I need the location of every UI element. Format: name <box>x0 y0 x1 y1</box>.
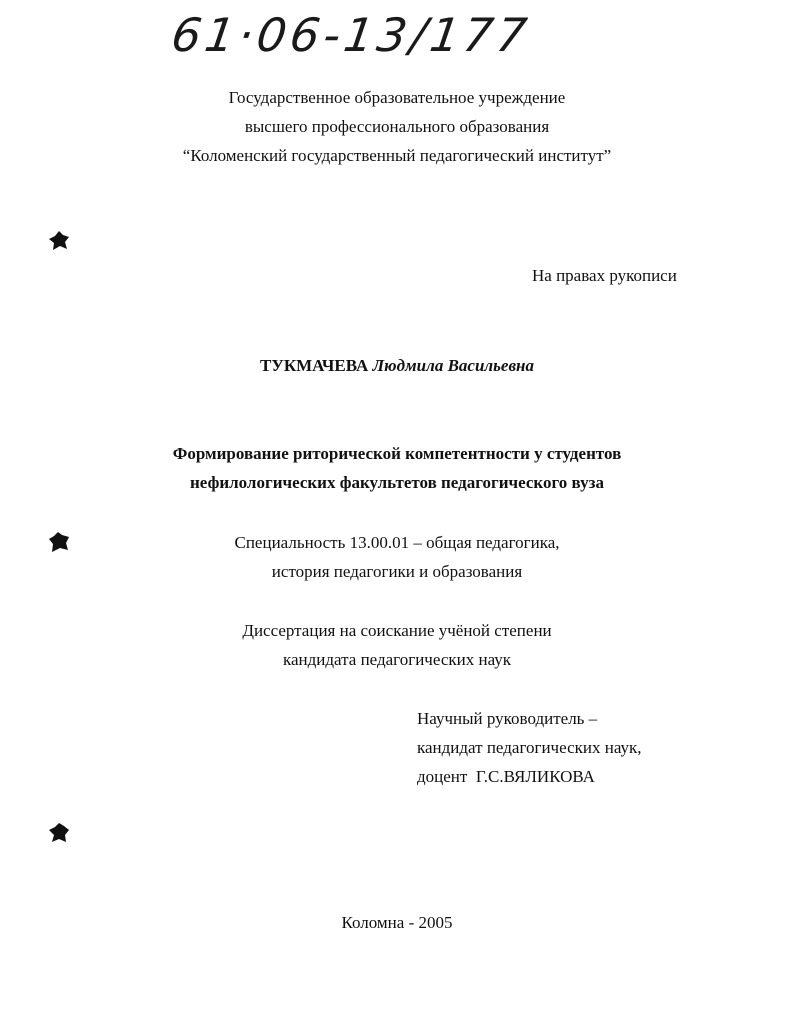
institution-line-3: “Коломенский государственный педагогический институт” <box>182 146 612 165</box>
specialty-line-1: Специальность 13.00.01 – общая педагогика, <box>234 533 560 552</box>
thesis-title-line-2: нефилологических факультетов педагогического вуза <box>190 473 604 492</box>
supervisor-line-2: кандидат педагогических наук, <box>417 738 642 757</box>
author-given-names: Людмила Васильевна <box>372 356 534 375</box>
supervisor-line-1: Научный руководитель – <box>417 709 598 728</box>
manuscript-note: На правах рукописи <box>532 266 677 285</box>
specialty-line-2: история педагогики и образования <box>271 562 523 581</box>
institution-line-1: Государственное образовательное учреждение <box>228 88 566 107</box>
city-year: Коломна - 2005 <box>341 913 453 932</box>
punch-hole-icon <box>48 822 70 844</box>
thesis-title-line-1: Формирование риторической компетентности у студентов <box>172 444 622 463</box>
author-name <box>0 356 794 376</box>
punch-hole-icon <box>48 230 70 252</box>
supervisor-line-3: доцент Г.С.ВЯЛИКОВА <box>417 767 595 786</box>
dissertation-line-1: Диссертация на соискание учёной степени <box>242 621 552 640</box>
author-surname: ТУКМАЧЕВА <box>260 356 369 375</box>
handwritten-archive-number: 61·06-13/177 <box>168 8 534 62</box>
institution-line-2: высшего профессионального образования <box>244 117 550 136</box>
dissertation-line-2: кандидата педагогических наук <box>282 650 512 669</box>
